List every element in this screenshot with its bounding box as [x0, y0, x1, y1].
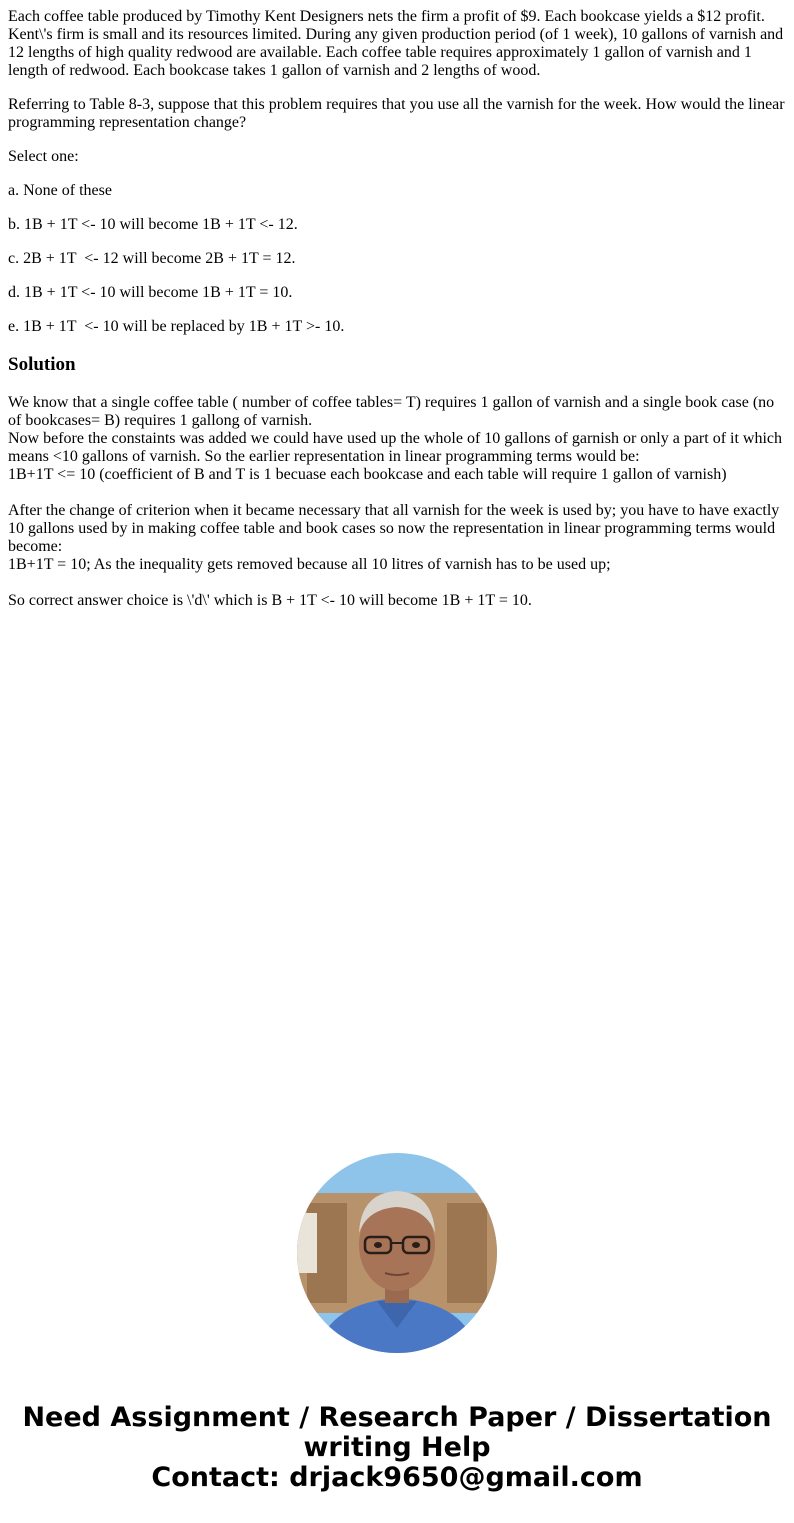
option-d: d. 1B + 1T <- 10 will become 1B + 1T = 10. [8, 284, 293, 301]
solution-line-6: So correct answer choice is \'d\' which is B + 1T <- 10 will become 1B + 1T = 10. [8, 592, 532, 609]
solution-line-5: 1B+1T = 10; As the inequality gets removed because all 10 litres of varnish has to be used up; [8, 556, 611, 573]
option-c: c. 2B + 1T <- 12 will become 2B + 1T = 12. [8, 250, 296, 267]
solution-line-1: We know that a single coffee table ( number of coffee tables= T) requires 1 gallon of varnish and a single book case (no of bookcases= B) requires 1 gallong of varnish. [8, 394, 779, 429]
promo-banner [0, 1403, 794, 1493]
author-avatar [297, 1153, 497, 1353]
document-body [8, 8, 789, 610]
option-b: b. 1B + 1T <- 10 will become 1B + 1T <- 12. [8, 216, 298, 233]
select-prompt: Select one: [8, 148, 79, 165]
promo-contact: Contact: drjack9650@gmail.com [151, 1462, 643, 1493]
promo-line-1: Need Assignment / Research Paper / Dissertation [22, 1402, 772, 1433]
option-e: e. 1B + 1T <- 10 will be replaced by 1B + 1T >- 10. [8, 318, 345, 335]
solution-line-3: 1B+1T <= 10 (coefficient of B and T is 1 becuase each bookcase and each table will require 1 gallon of varnish) [8, 466, 727, 483]
solution-line-2: Now before the constaints was added we could have used up the whole of 10 gallons of garnish or only a part of it which means <10 gallons of varnish. So the earlier representation in linear programming terms would be: [8, 430, 787, 465]
option-a: a. None of these [8, 182, 112, 199]
avatar-portrait-image [297, 1153, 497, 1353]
solution-heading: Solution [8, 354, 76, 375]
solution-line-4: After the change of criterion when it became necessary that all varnish for the week is used by; you have to have exactly 10 gallons used by in making coffee table and book cases so now the representation in linear programming terms would become: [8, 502, 784, 555]
spacer [8, 574, 786, 592]
promo-line-2: writing Help [303, 1432, 491, 1463]
question-paragraph-1: Each coffee table produced by Timothy Kent Designers nets the firm a profit of $9. Each bookcase yields a $12 profit. Kent\'s firm is small and its resources limited. During any given production period (of 1 week), 10 gallons of varnish and 12 lengths of high quality redwood are available. Each coffee table requires approximately 1 gallon of varnish and 1 length of redwood. Each bookcase takes 1 gallon of varnish and 2 lengths of wood. [8, 8, 788, 79]
spacer [8, 484, 786, 502]
solution-body [8, 394, 786, 610]
question-paragraph-2: Referring to Table 8-3, suppose that this problem requires that you use all the varnish for the week. How would the linear programming representation change? [8, 96, 789, 131]
